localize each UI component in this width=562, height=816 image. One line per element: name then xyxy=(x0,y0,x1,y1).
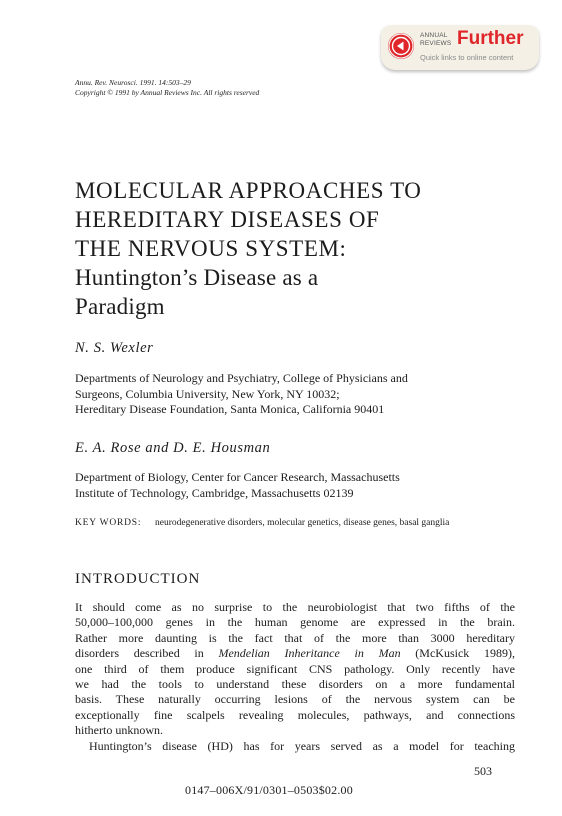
page-number: 503 xyxy=(474,764,492,778)
body-line xyxy=(75,646,515,661)
title-line1: MOLECULAR APPROACHES TO xyxy=(75,178,422,203)
author-2-name: E. A. Rose and D. E. Housman xyxy=(75,440,271,456)
book-title-italic: Mendelian Inheritance in Man xyxy=(218,646,401,661)
badge-brand-line1: ANNUAL xyxy=(420,32,448,39)
keywords-label: KEY WORDS: xyxy=(75,518,142,528)
title-line5: Paradigm xyxy=(75,294,165,319)
citation-line1: Annu. Rev. Neurosci. 1991. 14:503–29 xyxy=(75,78,191,87)
title-line3: THE NERVOUS SYSTEM: xyxy=(75,236,347,261)
citation xyxy=(75,78,259,97)
title-line4: Huntington’s Disease as a xyxy=(75,265,319,290)
body-line: exceptionally fine scalpels revealing molecules, pathways, and connections xyxy=(75,707,515,722)
author-1-name: N. S. Wexler xyxy=(75,340,154,356)
author-2-affil-line1: Department of Biology, Center for Cancer Research, Massachusetts xyxy=(75,470,400,484)
author-2-affil-line2: Institute of Technology, Cambridge, Massachusetts 02139 xyxy=(75,485,354,500)
body-line: Huntington’s disease (HD) has for years served as a model for teaching xyxy=(89,738,515,753)
body-text: disorders described in xyxy=(75,646,219,661)
body-line: one third of them produce significant CNS pathology. Only recently have xyxy=(75,661,515,676)
body-line: It should come as no surprise to the neurobiologist that two fifths of the xyxy=(75,600,515,614)
annual-reviews-further-badge[interactable] xyxy=(381,25,539,70)
article-title xyxy=(75,176,475,321)
badge-brand-line2: REVIEWS xyxy=(420,39,452,47)
badge-subtitle: Quick links to online content xyxy=(420,53,514,62)
body-line: hitherto unknown. xyxy=(75,723,163,738)
body-line: we had the tools to understand these disorders on a more fundamental xyxy=(75,677,515,692)
introduction-body xyxy=(75,600,515,754)
author-1-affil-line1: Departments of Neurology and Psychiatry, College of Physicians and xyxy=(75,371,408,385)
play-left-arrow-icon xyxy=(388,33,414,59)
badge-further-label: Further xyxy=(457,28,524,49)
body-line: 50,000–100,000 genes in the human genome are expressed in the brain. xyxy=(75,615,515,630)
author-1-affiliation xyxy=(75,371,495,418)
body-line: Rather more daunting is the fact that of the more than 3000 hereditary xyxy=(75,630,515,645)
keywords-text: neurodegenerative disorders, molecular genetics, disease genes, basal ganglia xyxy=(155,518,450,528)
section-heading-introduction: INTRODUCTION xyxy=(75,571,201,587)
badge-brand xyxy=(420,32,456,47)
body-line: basis. These naturally occurring lesions of the nervous system can be xyxy=(75,692,515,707)
author-1-affil-line2: Surgeons, Columbia University, New York, NY 10032; xyxy=(75,386,340,401)
author-2-affiliation xyxy=(75,470,495,501)
body-text: (McKusick 1989), xyxy=(400,646,515,661)
title-line2: HEREDITARY DISEASES OF xyxy=(75,207,380,232)
citation-line2: Copyright © 1991 by Annual Reviews Inc. All rights reserved xyxy=(75,87,260,97)
author-1-affil-line3: Hereditary Disease Foundation, Santa Monica, California 90401 xyxy=(75,402,385,416)
footer-issn-code: 0147–006X/91/0301–0503$02.00 xyxy=(185,783,353,797)
